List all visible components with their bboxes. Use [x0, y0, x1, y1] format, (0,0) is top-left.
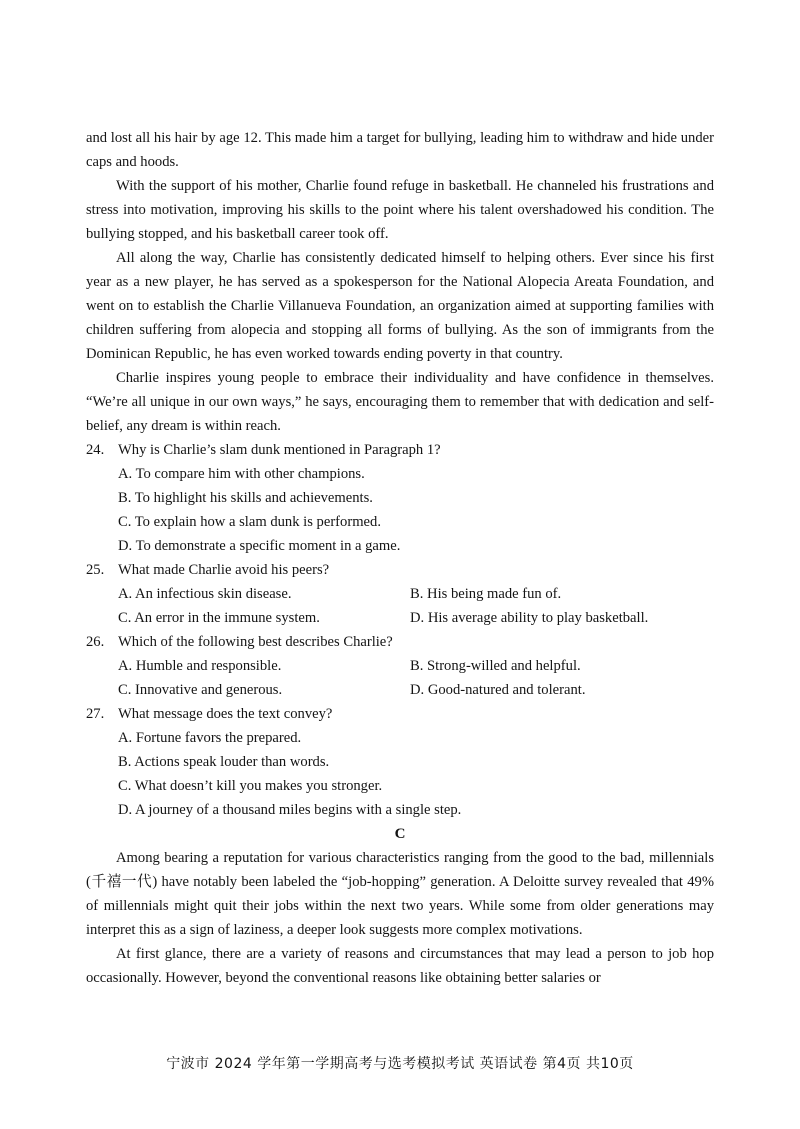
options-row	[86, 582, 714, 606]
question-number: 25.	[86, 562, 105, 578]
passage-c-paragraph-1: Among bearing a reputation for various characteristics ranging from the good to the bad, millennials (千禧一代) have notably been labeled the “job-hopping” generation. A Deloitte survey revealed that 49% of millennials might quit their jobs within the next two years. While some from older generations may interpret this as a sign of laziness, a deeper look suggests more complex motivations.	[86, 850, 714, 938]
option-c[interactable]: C. Innovative and generous.	[118, 682, 283, 698]
question-number: 27.	[86, 706, 105, 722]
page-footer: 宁波市 2024 学年第一学期高考与选考模拟考试 英语试卷 第4页 共10页	[166, 1056, 634, 1072]
question-stem	[86, 558, 714, 582]
option-c[interactable]: C. To explain how a slam dunk is performed.	[118, 514, 381, 530]
question-stem	[86, 702, 714, 726]
option-b[interactable]: B. Actions speak louder than words.	[118, 754, 330, 770]
question-number: 24.	[86, 442, 105, 458]
option-d[interactable]: D. His average ability to play basketball.	[410, 610, 649, 626]
question-26	[86, 630, 714, 702]
passage-b-paragraph-3: All along the way, Charlie has consistently dedicated himself to helping others. Ever since his first year as a new player, he has served as a spokesperson for the National Alopecia Areata Foundation, and went on to establish the Charlie Villanueva Foundation, an organization aimed at supporting families with children suffering from alopecia and stopping all forms of bullying. As the son of immigrants from the Dominican Republic, he has even worked towards ending poverty in that country.	[86, 250, 714, 362]
option-c[interactable]: C. An error in the immune system.	[118, 610, 320, 626]
question-text: What message does the text convey?	[118, 706, 333, 722]
option-a[interactable]: A. To compare him with other champions.	[118, 466, 365, 482]
question-stem	[86, 630, 714, 654]
passage-b-paragraph-2: With the support of his mother, Charlie found refuge in basketball. He channeled his frustrations and stress into motivation, improving his skills to the point where his talent overshadowed his condition. The bullying stopped, and his basketball career took off.	[86, 178, 714, 242]
passage-b-paragraph-1: and lost all his hair by age 12. This made him a target for bullying, leading him to withdraw and hide under caps and hoods.	[86, 130, 714, 170]
question-24	[86, 438, 714, 558]
question-stem	[86, 438, 714, 462]
option-b[interactable]: B. His being made fun of.	[410, 586, 562, 602]
question-number: 26.	[86, 634, 105, 650]
question-25	[86, 558, 714, 630]
question-text: Which of the following best describes Charlie?	[118, 634, 393, 650]
options-row	[86, 606, 714, 630]
question-text: What made Charlie avoid his peers?	[118, 562, 330, 578]
option-d[interactable]: D. To demonstrate a specific moment in a game.	[118, 538, 401, 554]
option-a[interactable]: A. Fortune favors the prepared.	[118, 730, 302, 746]
question-text: Why is Charlie’s slam dunk mentioned in Paragraph 1?	[118, 442, 441, 458]
option-d[interactable]: D. A journey of a thousand miles begins with a single step.	[118, 802, 462, 818]
option-b[interactable]: B. Strong-willed and helpful.	[410, 658, 581, 674]
option-a[interactable]: A. Humble and responsible.	[118, 658, 282, 674]
question-27	[86, 702, 714, 822]
page-content	[86, 126, 714, 990]
section-c-title: C	[394, 826, 406, 842]
passage-b-paragraph-4: Charlie inspires young people to embrace their individuality and have confidence in themselves. “We’re all unique in our own ways,” he says, encouraging them to remember that with dedication and self-belief, any dream is within reach.	[86, 370, 714, 434]
passage-c-paragraph-2: At first glance, there are a variety of reasons and circumstances that may lead a person to job hop occasionally. However, beyond the conventional reasons like obtaining better salaries or	[86, 946, 714, 986]
option-a[interactable]: A. An infectious skin disease.	[118, 586, 292, 602]
option-b[interactable]: B. To highlight his skills and achievements.	[118, 490, 373, 506]
option-d[interactable]: D. Good-natured and tolerant.	[410, 682, 586, 698]
options-row	[86, 654, 714, 678]
options-row	[86, 678, 714, 702]
option-c[interactable]: C. What doesn’t kill you makes you stronger.	[118, 778, 383, 794]
